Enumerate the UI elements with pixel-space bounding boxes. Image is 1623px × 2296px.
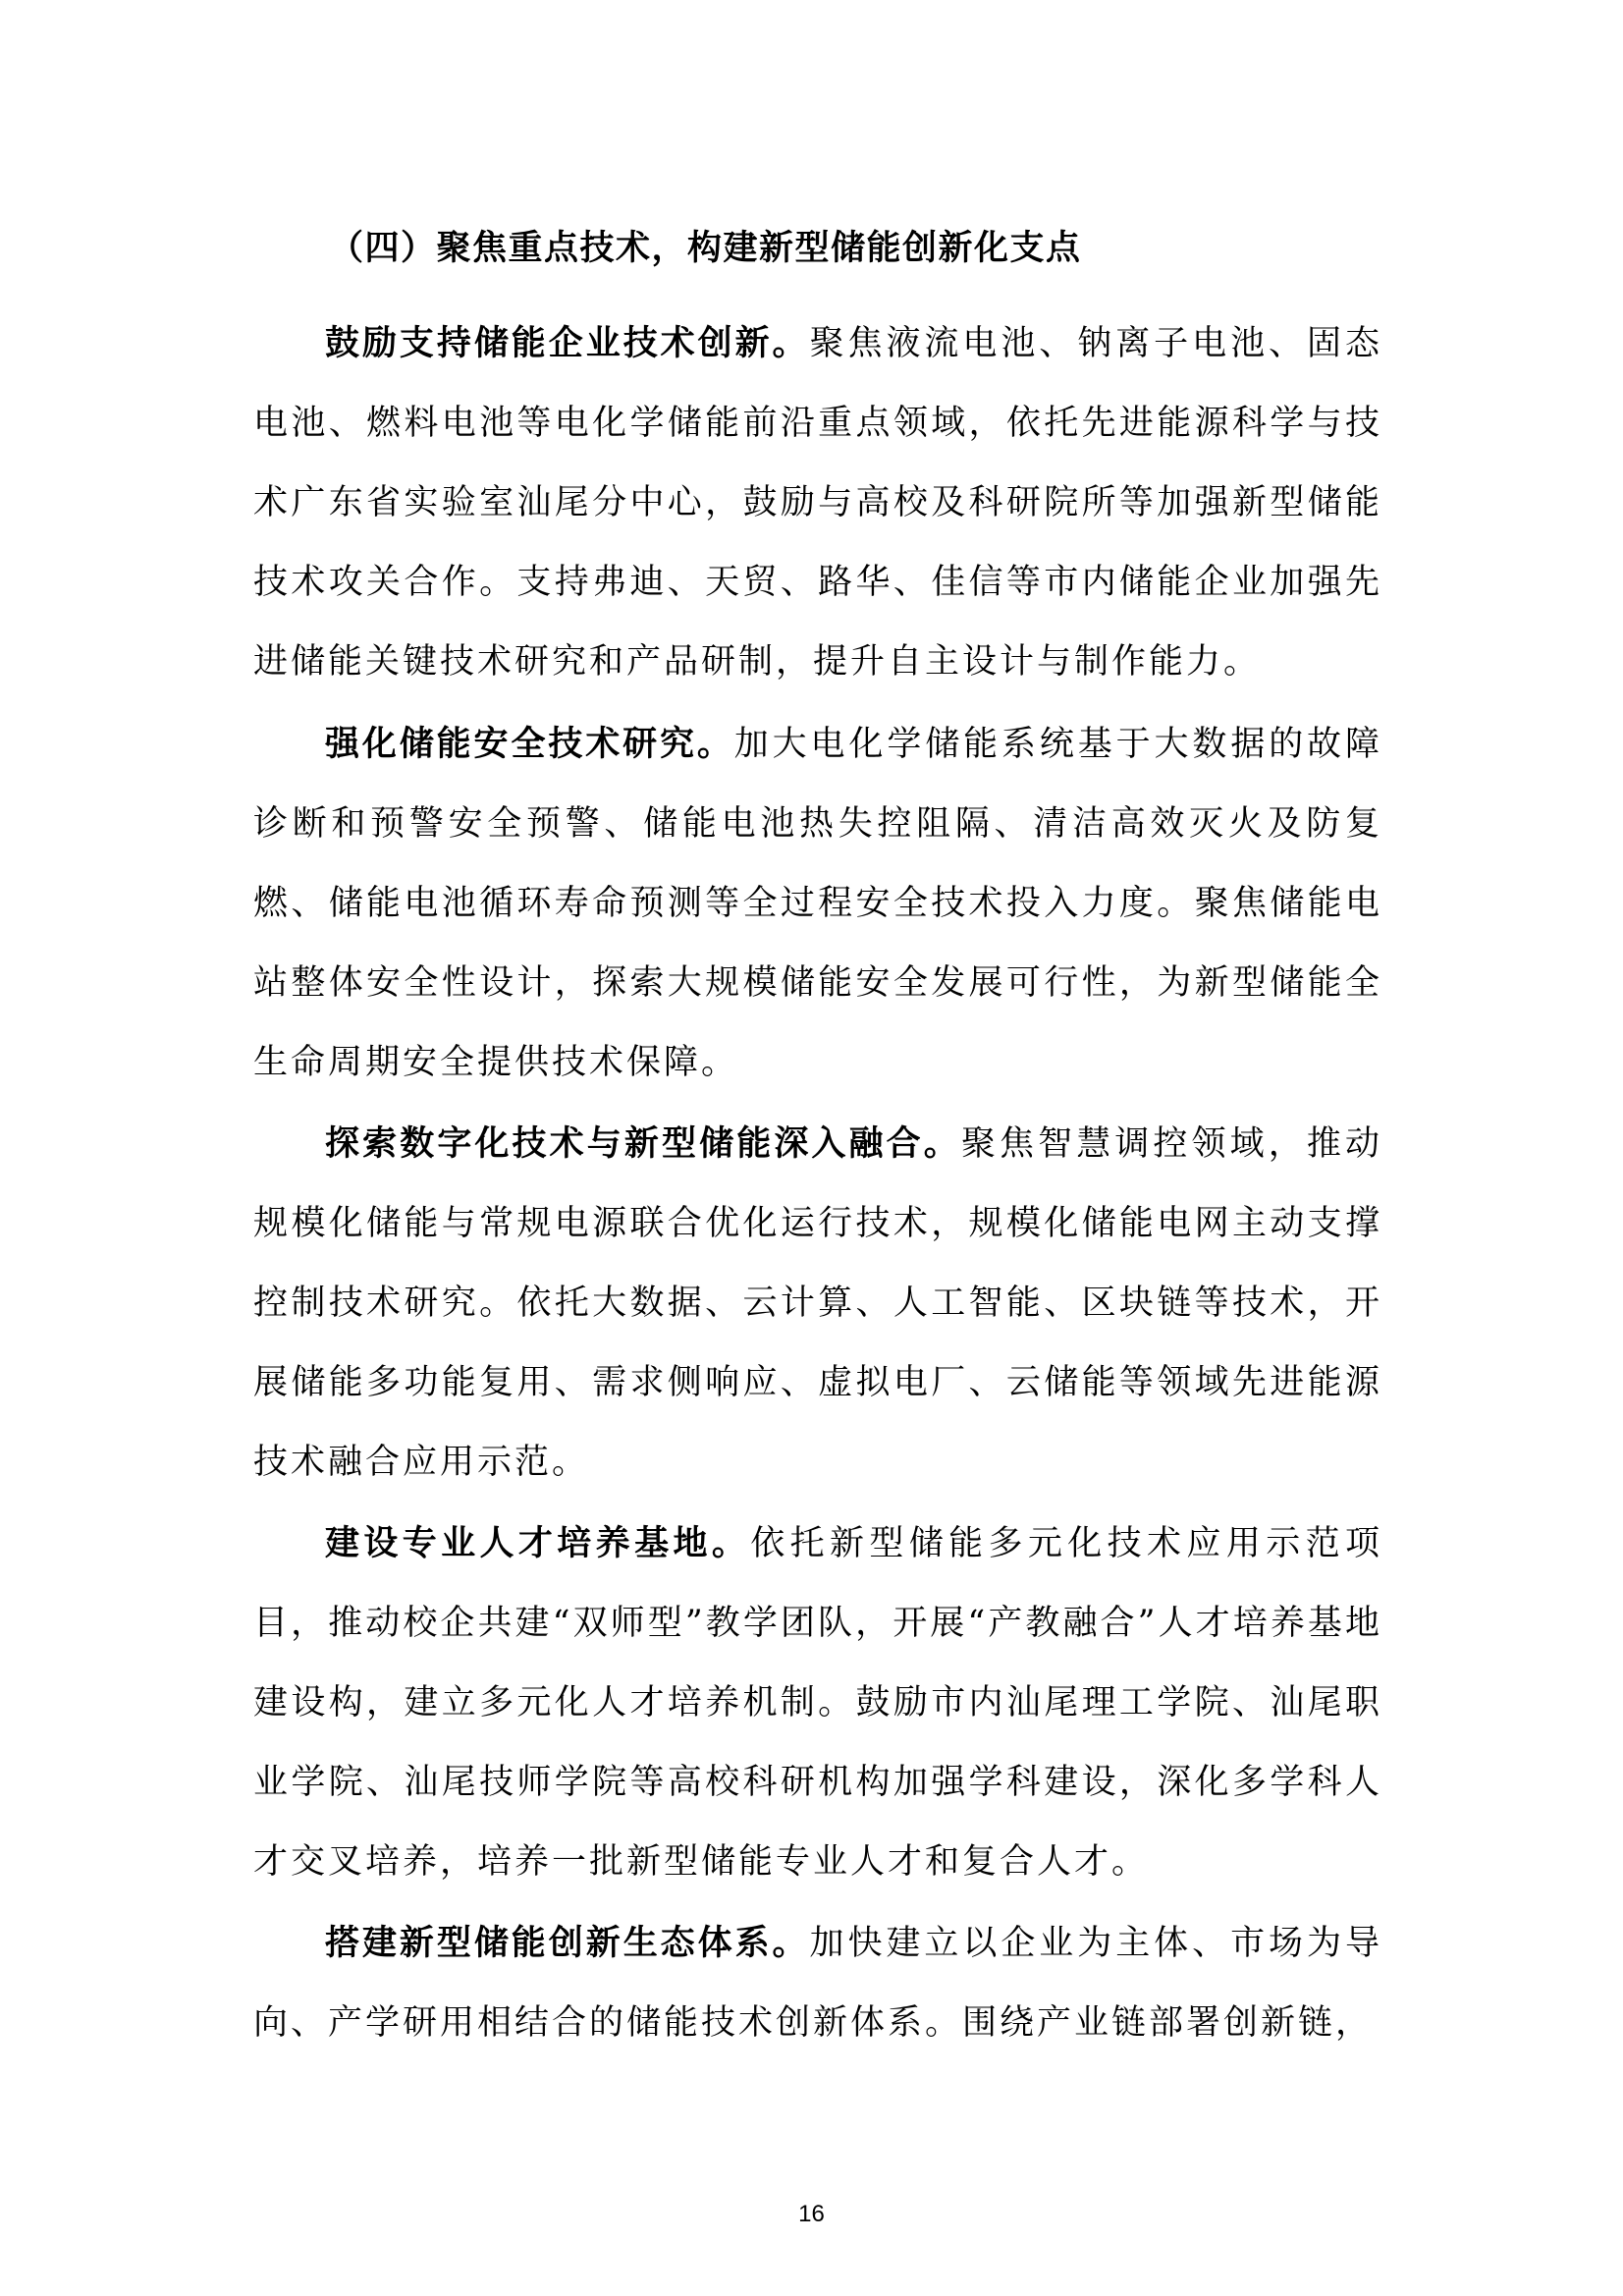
paragraph-lead: 鼓励支持储能企业技术创新。 (325, 323, 810, 363)
paragraph-body: 聚焦智慧调控领域，推动规模化储能与常规电源联合优化运行技术，规模化储能电网主动支撑控制技术研究。依托大数据、云计算、人工智能、区块链等技术，开展储能多功能复用、需求侧响应、虚拟电厂、云储能等领域先进能源技术融合应用示范。 (253, 1124, 1382, 1482)
paragraph-talent-base (253, 1503, 1382, 1902)
paragraph-lead: 探索数字化技术与新型储能深入融合。 (325, 1123, 961, 1164)
paragraph-digital-integration (253, 1104, 1382, 1503)
paragraph-body: 加快建立以企业为主体、市场为导向、产学研用相结合的储能技术创新体系。围绕产业链部署创新链， (253, 1924, 1382, 2043)
paragraph-innovation-ecosystem (253, 1903, 1382, 2063)
paragraph-body: 加大电化学储能系统基于大数据的故障诊断和预警安全预警、储能电池热失控阻隔、清洁高效灭火及防复燃、储能电池循环寿命预测等全过程安全技术投入力度。聚焦储能电站整体安全性设计，探索大规模储能安全发展可行性，为新型储能全生命周期安全提供技术保障。 (253, 725, 1382, 1082)
section-heading: （四）聚焦重点技术，构建新型储能创新化支点 (329, 228, 1082, 268)
paragraph-lead: 建设专业人才培养基地。 (325, 1523, 751, 1563)
page-number: 16 (798, 2201, 825, 2227)
paragraph-lead: 搭建新型储能创新生态体系。 (325, 1923, 810, 1963)
paragraph-safety-research (253, 704, 1382, 1103)
paragraph-enterprise-innovation (253, 303, 1382, 702)
paragraph-body: 聚焦液流电池、钠离子电池、固态电池、燃料电池等电化学储能前沿重点领域，依托先进能源科学与技术广东省实验室汕尾分中心，鼓励与高校及科研院所等加强新型储能技术攻关合作。支持弗迪、天贸、路华、佳信等市内储能企业加强先进储能关键技术研究和产品研制，提升自主设计与制作能力。 (253, 324, 1382, 682)
paragraph-lead: 强化储能安全技术研究。 (325, 724, 734, 764)
paragraph-body: 依托新型储能多元化技术应用示范项目，推动校企共建“双师型”教学团队，开展“产教融合”人才培养基地建设构，建立多元化人才培养机制。鼓励市内汕尾理工学院、汕尾职业学院、汕尾技师学院等高校科研机构加强学科建设，深化多学科人才交叉培养，培养一批新型储能专业人才和复合人才。 (253, 1524, 1382, 1882)
